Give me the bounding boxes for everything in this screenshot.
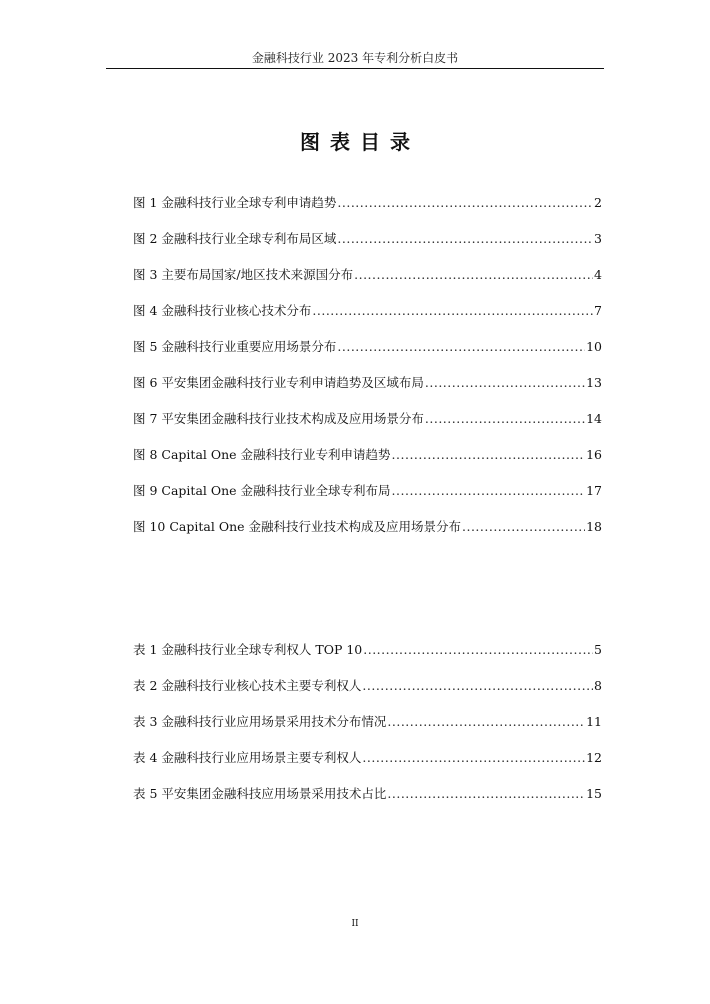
toc-entry-page: 3 — [594, 231, 602, 246]
toc-entry-figure-2[interactable] — [133, 229, 602, 265]
toc-entry-page: 17 — [586, 483, 602, 498]
toc-entry-figure-1[interactable] — [133, 193, 602, 229]
table-list — [133, 640, 602, 820]
toc-entry-page: 10 — [586, 339, 602, 354]
header-rule — [106, 68, 604, 69]
dot-leader — [337, 193, 593, 213]
toc-entry-label: 图 8 Capital One 金融科技行业专利申请趋势 — [133, 447, 391, 462]
toc-entry-label: 图 7 平安集团金融科技行业技术构成及应用场景分布 — [133, 411, 424, 426]
toc-entry-label: 表 2 金融科技行业核心技术主要专利权人 — [133, 678, 362, 693]
dot-leader — [362, 748, 585, 768]
dot-leader — [425, 409, 585, 429]
toc-entry-figure-5[interactable] — [133, 337, 602, 373]
dot-leader — [392, 481, 586, 501]
toc-entry-page: 18 — [586, 519, 602, 534]
toc-entry-label: 图 2 金融科技行业全球专利布局区域 — [133, 231, 337, 246]
dot-leader — [337, 337, 585, 357]
dot-leader — [387, 712, 585, 732]
toc-entry-page: 8 — [594, 678, 602, 693]
running-header: 金融科技行业 2023 年专利分析白皮书 — [251, 51, 459, 65]
toc-entry-page: 16 — [586, 447, 602, 462]
toc-entry-label: 表 3 金融科技行业应用场景采用技术分布情况 — [133, 714, 387, 729]
toc-entry-table-1[interactable] — [133, 640, 602, 676]
toc-entry-figure-8[interactable] — [133, 445, 602, 481]
toc-entry-label: 图 5 金融科技行业重要应用场景分布 — [133, 339, 337, 354]
dot-leader — [462, 517, 585, 537]
toc-entry-page: 13 — [586, 375, 602, 390]
page-number: II — [351, 919, 359, 929]
toc-entry-label: 图 9 Capital One 金融科技行业全球专利布局 — [133, 483, 391, 498]
toc-entry-page: 7 — [594, 303, 602, 318]
toc-entry-label: 表 5 平安集团金融科技应用场景采用技术占比 — [133, 786, 387, 801]
toc-entry-table-5[interactable] — [133, 784, 602, 820]
dot-leader — [362, 676, 593, 696]
toc-entry-figure-6[interactable] — [133, 373, 602, 409]
toc-entry-figure-4[interactable] — [133, 301, 602, 337]
dot-leader — [354, 265, 593, 285]
dot-leader — [312, 301, 593, 321]
toc-entry-figure-7[interactable] — [133, 409, 602, 445]
toc-entry-table-2[interactable] — [133, 676, 602, 712]
toc-entry-page: 4 — [594, 267, 602, 282]
toc-entry-label: 表 1 金融科技行业全球专利权人 TOP 10 — [133, 642, 363, 657]
toc-entry-figure-10[interactable] — [133, 517, 602, 553]
toc-entry-table-3[interactable] — [133, 712, 602, 748]
page-title: 图表目录 — [300, 130, 420, 154]
toc-entry-page: 15 — [586, 786, 602, 801]
toc-entry-figure-9[interactable] — [133, 481, 602, 517]
dot-leader — [387, 784, 585, 804]
toc-entry-page: 2 — [594, 195, 602, 210]
dot-leader — [425, 373, 585, 393]
dot-leader — [392, 445, 586, 465]
toc-entry-page: 12 — [586, 750, 602, 765]
toc-entry-label: 图 3 主要布局国家/地区技术来源国分布 — [133, 267, 354, 282]
toc-entry-label: 图 1 金融科技行业全球专利申请趋势 — [133, 195, 337, 210]
toc-entry-page: 11 — [586, 714, 602, 729]
toc-entry-page: 14 — [586, 411, 602, 426]
toc-entry-label: 图 4 金融科技行业核心技术分布 — [133, 303, 312, 318]
toc-entry-table-4[interactable] — [133, 748, 602, 784]
toc-entry-figure-3[interactable] — [133, 265, 602, 301]
dot-leader — [337, 229, 593, 249]
toc-entry-label: 表 4 金融科技行业应用场景主要专利权人 — [133, 750, 362, 765]
toc-entry-label: 图 10 Capital One 金融科技行业技术构成及应用场景分布 — [133, 519, 461, 534]
dot-leader — [363, 640, 593, 660]
toc-entry-page: 5 — [594, 642, 602, 657]
figure-list — [133, 193, 602, 553]
toc-entry-label: 图 6 平安集团金融科技行业专利申请趋势及区域布局 — [133, 375, 424, 390]
